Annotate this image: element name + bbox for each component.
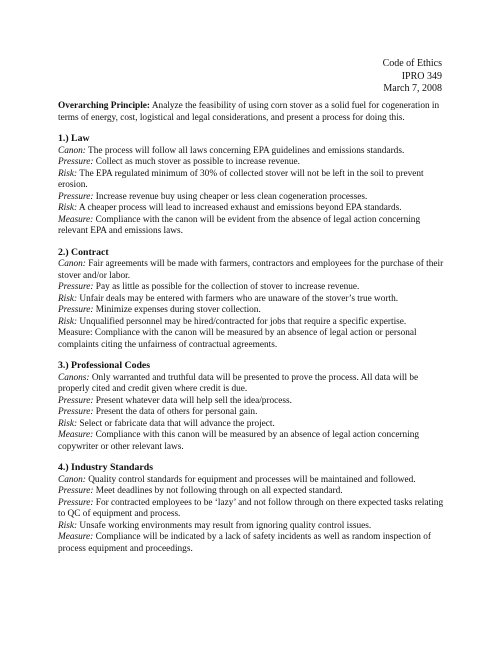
section-item [58,146,446,158]
section-item [58,373,446,396]
item-text: Minimize expenses during stover collection. [93,305,261,315]
principle-text: Analyze the feasibility of using corn stover as a solid fuel for cogeneration in terms of energy, cost, logistical and legal considerations, and present a process for doing this. [58,101,440,123]
item-label: Risk: [58,168,78,179]
section-item [58,203,446,215]
item-text: For contracted employees to be ‘lazy’ and not follow through on there expected tasks relating to QC of equipment and process. [58,497,444,519]
item-text: Quality control standards for equipment and processes will be maintained and followed. [85,474,416,485]
item-text: Compliance will be indicated by a lack of safety incidents as well as random inspection of process equipment and proceedings. [58,532,431,554]
item-label: Pressure: [58,305,94,315]
section-item [58,317,446,329]
section-item [58,328,446,351]
item-text: Present the data of others for personal gain. [93,407,258,417]
section-item [58,282,446,294]
item-label: Pressure: [58,395,94,406]
section-title: 1.) Law [58,133,90,144]
item-label: Measure: [58,328,93,338]
section-title: 2.) Contract [58,246,109,258]
section-item [58,169,446,192]
item-text: Unsafe working environments may result from ignoring quality control issues. [77,520,372,531]
item-text: Compliance with this canon will be measured by an absence of legal action concerning copywriter or other relevant laws. [58,430,420,452]
item-text: A cheaper process will lead to increased exhaust and emissions beyond EPA standards. [77,203,402,213]
section-item [58,498,446,521]
section [58,462,446,555]
item-label: Measure: [58,214,94,225]
item-label: Risk: [58,203,78,213]
section [58,360,446,453]
section-item [58,419,446,431]
section-item [58,475,446,487]
section [58,247,446,352]
item-text: Fair agreements will be made with farmers, contractors and employees for the purchase of their stover and/or labor. [58,259,444,281]
item-text: Pay as little as possible for the collection of stover to increase revenue. [93,282,360,292]
item-label: Pressure: [58,282,94,292]
item-text: Meet deadlines by not following through on all expected standard. [93,486,343,496]
item-label: Risk: [58,293,78,304]
section-item [58,407,446,419]
section-item [58,305,446,317]
item-label: Pressure: [58,497,94,508]
section-item [58,486,446,498]
item-label: Pressure: [58,407,94,417]
section [58,133,446,238]
document-header [383,58,442,96]
item-text: The process will follow all laws concerning EPA guidelines and emissions standards. [85,145,405,156]
item-text: Select or fabricate data that will advance the project. [77,418,275,429]
item-text: Present whatever data will help sell the idea/process. [93,395,292,406]
item-label: Pressure: [58,191,94,202]
section-title: 4.) Industry Standards [58,462,154,473]
item-label: Pressure: [58,486,94,496]
item-label: Canon: [58,474,86,485]
item-label: Canon: [58,259,86,269]
item-label: Pressure: [58,157,94,167]
item-text: Collect as much stover as possible to increase revenue. [93,157,301,167]
header-title: Code of Ethics [382,58,442,69]
section-item [58,215,446,238]
item-label: Risk: [58,418,78,429]
item-label: Canon: [58,145,86,156]
overarching-principle [58,101,446,124]
section-item [58,192,446,204]
section-item [58,294,446,306]
item-text: Compliance with the canon will be measured by an absence of legal action or personal complaints citing the unfairness of contractual agreements. [58,328,417,350]
header-date: March 7, 2008 [383,83,442,94]
item-text: Increase revenue buy using cheaper or less clean cogeneration processes. [93,191,368,202]
section-item [58,259,446,282]
header-course: IPRO 349 [401,70,442,82]
item-label: Risk: [58,316,78,327]
section-item [58,430,446,453]
item-text: Unfair deals may be entered with farmers who are unaware of the stover’s true worth. [77,293,399,304]
item-label: Measure: [58,532,94,542]
principle-label: Overarching Principle: [58,101,151,111]
section-item [58,157,446,169]
section-title: 3.) Professional Codes [58,360,151,371]
item-text: Unqualified personnel may be hired/contracted for jobs that require a specific expertise. [77,316,407,327]
document-body [58,101,446,564]
item-label: Risk: [58,520,78,531]
item-label: Measure: [58,430,94,440]
section-item [58,396,446,408]
item-label: Canons: [58,372,90,383]
sections-container [58,133,446,555]
section-item [58,521,446,533]
item-text: Compliance with the canon will be evident from the absence of legal action concerning relevant EPA and emissions laws. [58,214,421,236]
item-text: Only warranted and truthful data will be presented to prove the process. All data will be properly cited and credit given where credit is due. [58,372,419,394]
section-item [58,532,446,555]
item-text: The EPA regulated minimum of 30% of collected stover will not be left in the soil to prevent erosion. [58,168,424,190]
